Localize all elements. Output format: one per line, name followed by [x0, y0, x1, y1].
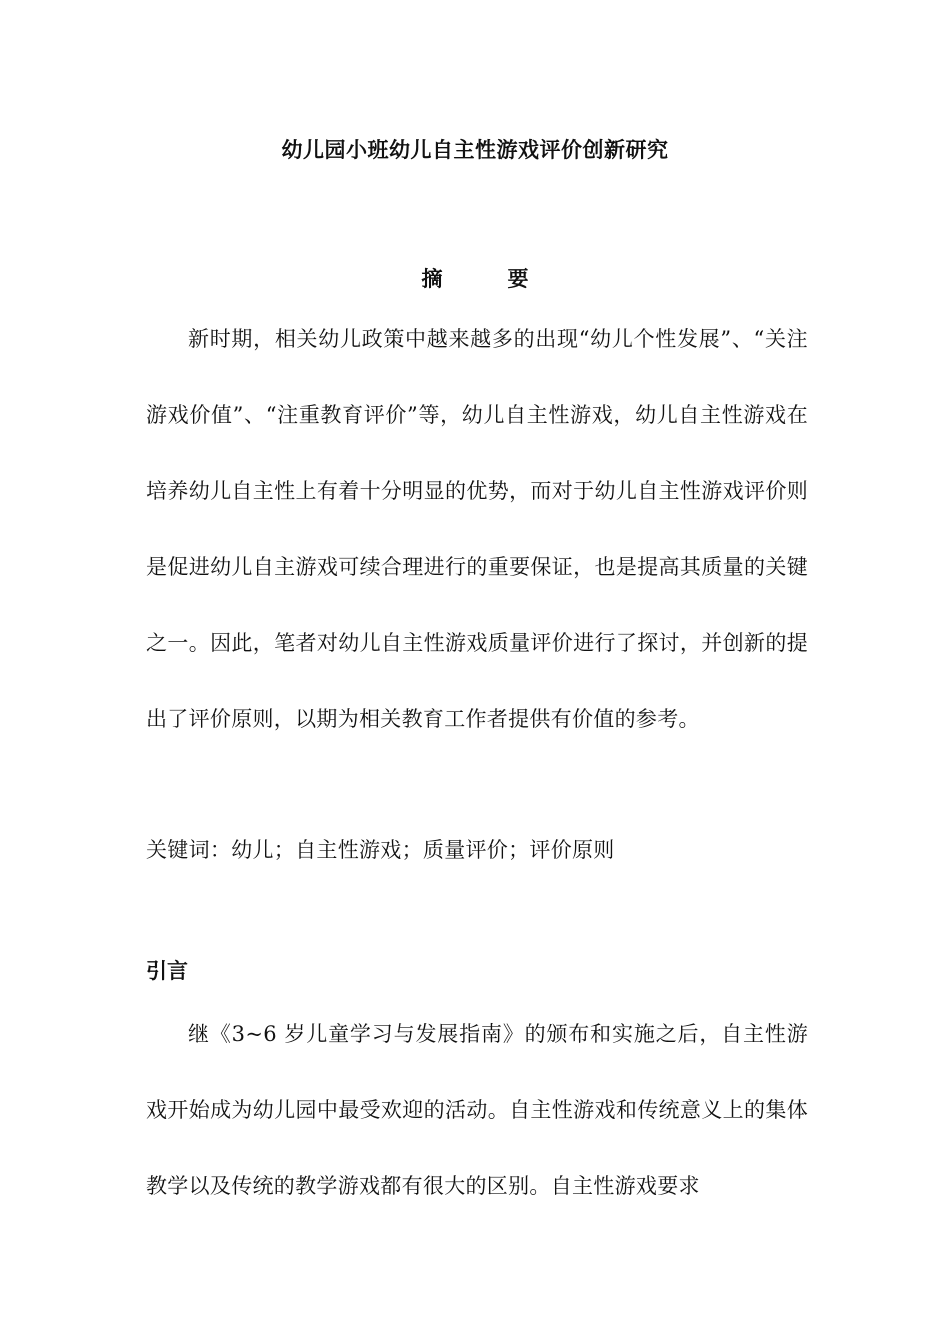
paper-title: 幼儿园小班幼儿自主性游戏评价创新研究 [281, 138, 669, 162]
introduction-heading: 引言 [146, 959, 188, 983]
abstract-heading: 摘 要 [421, 267, 551, 291]
abstract-paragraph: 新时期，相关幼儿政策中越来越多的出现“幼儿个性发展”、“关注游戏价值”、“注重教育评价”等，幼儿自主性游戏，幼儿自主性游戏在培养幼儿自主性上有着十分明显的优势，而对于幼儿自主性游戏评价则是促进幼儿自主游戏可续合理进行的重要保证，也是提高其质量的关键之一。因此，笔者对幼儿自主性游戏质量评价进行了探讨，并创新的提出了评价原则，以期为相关教育工作者提供有价值的参考。 [146, 327, 808, 731]
introduction-paragraph: 继《3~6 岁儿童学习与发展指南》的颁布和实施之后，自主性游戏开始成为幼儿园中最受欢迎的活动。自主性游戏和传统意义上的集体教学以及传统的教学游戏都有很大的区别。自主性游戏要求 [146, 1022, 808, 1198]
keywords-line: 关键词：幼儿；自主性游戏；质量评价；评价原则 [146, 838, 615, 862]
